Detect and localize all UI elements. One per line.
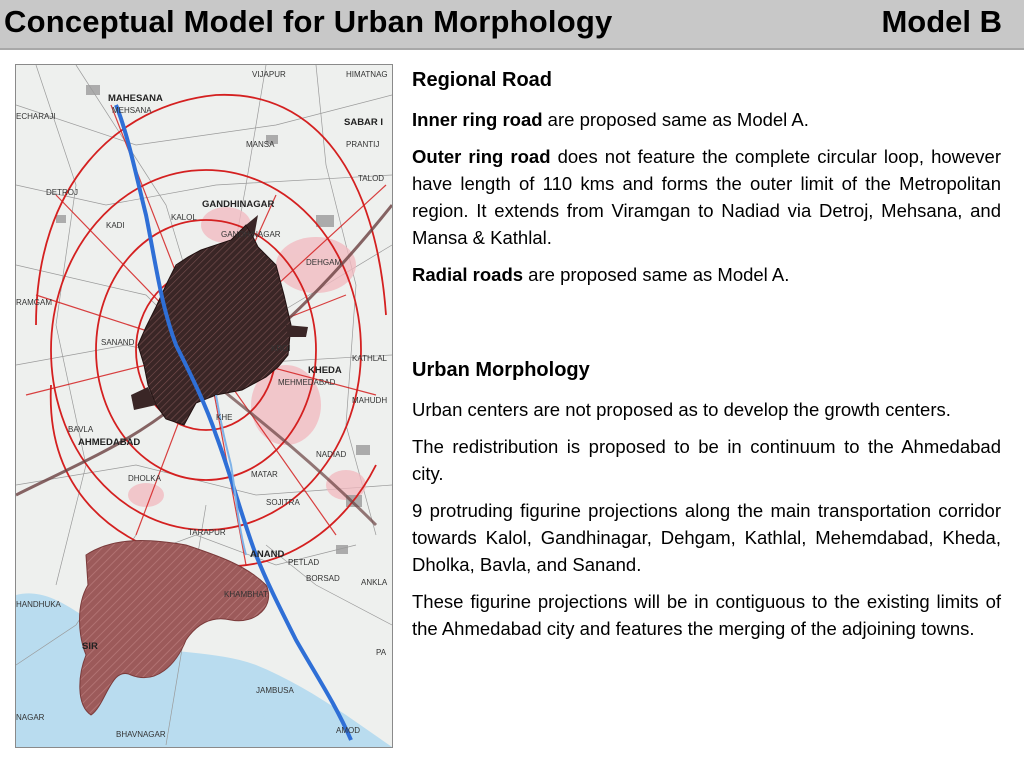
urban-morphology-heading: Urban Morphology: [412, 359, 590, 381]
label-kathlal: KATHLAL: [352, 354, 387, 363]
label-vijapur: VIJAPUR: [252, 70, 286, 79]
radial-roads-label: Radial roads: [412, 264, 524, 285]
label-kalol: KALOL: [171, 213, 197, 222]
inner-ring-paragraph: [412, 106, 1001, 133]
label-dholka: DHOLKA: [128, 474, 161, 483]
label-sanand: SANAND: [101, 338, 135, 347]
label-dhandhuka: HANDHUKA: [16, 600, 61, 609]
inner-ring-text: are proposed same as Model A.: [542, 109, 809, 130]
outer-ring-paragraph: [412, 143, 1001, 251]
radial-roads-text: are proposed same as Model A.: [523, 264, 790, 285]
label-sabar: SABAR I: [344, 117, 384, 128]
label-viramgam: RAMGAM: [16, 298, 52, 307]
label-petlad: PETLAD: [288, 558, 320, 567]
projection-kathlal: [286, 325, 308, 337]
description-column: [412, 66, 1001, 652]
label-nagar: NAGAR: [16, 713, 45, 722]
slide-title: Conceptual Model for Urban Morphology: [4, 4, 613, 39]
label-anand: ANAND: [250, 549, 285, 560]
morphology-paragraph-4: These figurine projections will be in contiguous to the existing limits of the Ahmedabad city and features the merging of the adjoining towns.: [412, 591, 1001, 639]
label-amod: AMOD: [336, 726, 360, 735]
label-jambusar: JAMBUSA: [256, 686, 294, 695]
label-prantij: PRANTIJ: [346, 140, 380, 149]
label-becharaji: ECHARAJI: [16, 112, 56, 121]
label-bhavnagar: BHAVNAGAR: [116, 730, 166, 739]
slide-header: [0, 0, 1024, 50]
morphology-paragraph-1: Urban centers are not proposed as to develop the growth centers.: [412, 399, 951, 420]
radial-roads-paragraph: [412, 261, 1001, 288]
label-mahesana: MAHESANA: [108, 93, 163, 104]
label-talod: TALOD: [358, 174, 385, 183]
label-khambhat: KHAMBHAT: [224, 590, 268, 599]
label-ankla: ANKLA: [361, 578, 388, 587]
label-borsad: BORSAD: [306, 574, 340, 583]
label-dehgam: DEHGAM: [306, 258, 342, 267]
label-detroj: DETROJ: [46, 188, 78, 197]
urban-morphology-map: [15, 64, 393, 748]
label-tarapur: TARAPUR: [188, 528, 226, 537]
label-pa: PA: [376, 648, 387, 657]
label-mansa: MANSA: [246, 140, 275, 149]
label-ahmedabad: AHMEDABAD: [78, 437, 141, 448]
label-sir: SIR: [82, 641, 98, 652]
label-matar: MATAR: [251, 470, 278, 479]
outer-ring-text: does not feature the complete circular loop, however have length of 110 kms and forms the outer limit of the Metropolitan region. It extends from Viramgan to Nadiad via Detroj, Mehsana, and Mansa & Kathlal.: [412, 146, 1002, 248]
label-mehsana: MEHSANA: [112, 106, 152, 115]
map-svg: [16, 65, 392, 747]
label-khe: KHE: [216, 413, 233, 422]
label-mahudha: MAHUDH: [352, 396, 388, 405]
morphology-paragraph-3: 9 protruding figurine projections along the main transportation corridor towards Kalol, Gandhinagar, Dehgam, Kathlal, Mehemdabad, Kheda, Dholka, Bavla, and Sanand.: [412, 500, 1001, 575]
regional-road-heading: Regional Road: [412, 69, 553, 91]
label-gandhinagar2: GANDHINAGAR: [221, 230, 281, 239]
label-bavla: BAVLA: [68, 425, 94, 434]
inner-ring-label: Inner ring road: [412, 109, 543, 130]
label-himatnagar: HIMATNAG: [346, 70, 388, 79]
section-spacer: [412, 298, 1001, 356]
label-mehmedabad: MEHMEDABAD: [278, 378, 336, 387]
model-label: Model B: [881, 4, 1002, 39]
label-kroi: KROI: [271, 344, 291, 353]
label-kadi: KADI: [106, 221, 125, 230]
morphology-paragraph-2: The redistribution is proposed to be in continuum to the Ahmedabad city.: [412, 436, 1001, 484]
label-nadiad: NADIAD: [316, 450, 347, 459]
label-sojitra: SOJITRA: [266, 498, 300, 507]
outer-ring-label: Outer ring road: [412, 146, 551, 167]
label-kheda: KHEDA: [308, 365, 342, 376]
label-gandhinagar: GANDHINAGAR: [202, 199, 275, 210]
